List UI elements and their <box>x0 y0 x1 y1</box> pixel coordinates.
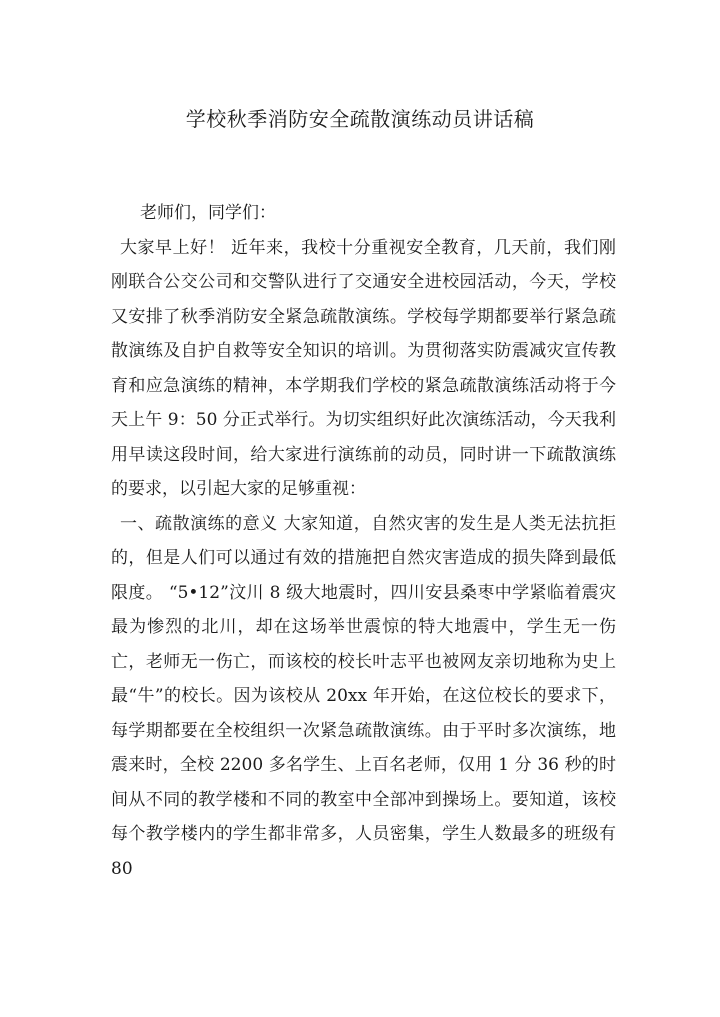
paragraph-significance: 一、疏散演练的意义 大家知道，自然灾害的发生是人类无法抗拒的，但是人们可以通过有效的措施把自然灾害造成的损失降到最低限度。 “5•12”汶川 8 级大地震时，四川安县桑枣中学紧临着震灾最为惨烈的北川，却在这场举世震惊的特大地震中，学生无一伤亡，老师无一伤亡，而该校的校长叶志平也被网友亲切地称为史上最“牛”的校长。因为该校从 20xx 年开始，在这位校长的要求下，每学期都要在全校组织一次紧急疏散演练。由于平时多次演练，地震来时，全校 2200 多名学生、上百名老师，仅用 1 分 36 秒的时间从不同的教学楼和不同的教室中全部冲到操场上。要知道，该校每个教学楼内的学生都非常多，人员密集，学生人数最多的班级有 80 <box>111 513 616 879</box>
paragraph-intro: 大家早上好！ 近年来，我校十分重视安全教育，几天前，我们刚刚联合公交公司和交警队进行了交通安全进校园活动，今天，学校又安排了秋季消防安全紧急疏散演练。学校每学期都要举行紧急疏散演练及自护自救等安全知识的培训。为贯彻落实防震减灾宣传教育和应急演练的精神，本学期我们学校的紧急疏散演练活动将于今天上午 9：50 分正式举行。为切实组织好此次演练活动，今天我利用早读这段时间，给大家进行演练前的动员，同时讲一下疏散演练的要求，以引起大家的足够重视： <box>111 237 616 499</box>
document-title: 学校秋季消防安全疏散演练动员讲话稿 <box>185 107 535 131</box>
greeting: 老师们，同学们： <box>140 203 276 223</box>
document-body <box>111 196 616 886</box>
